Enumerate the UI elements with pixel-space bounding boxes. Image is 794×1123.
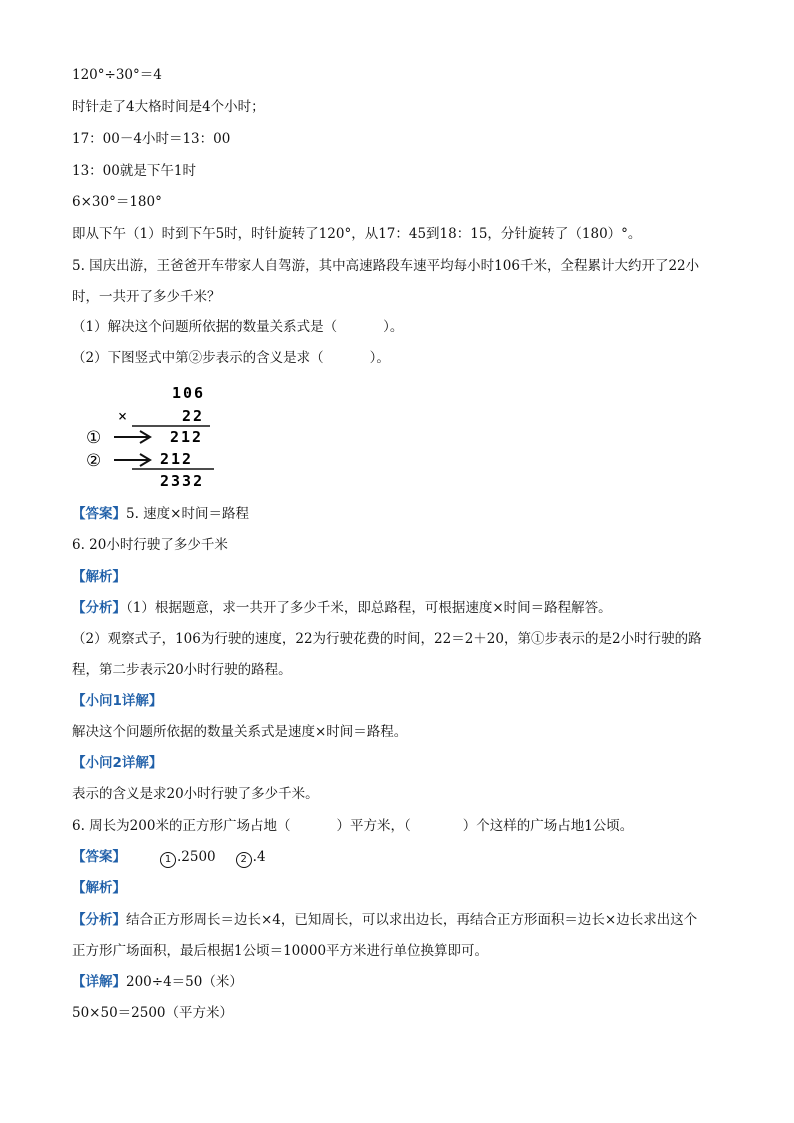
multiplicand: 106: [172, 384, 206, 402]
fenxi-tag: 【分析】: [72, 600, 126, 616]
vertical-multiplication-diagram: [84, 380, 224, 490]
analysis-tag: 【解析】: [72, 880, 126, 896]
fenxi-text: （1）根据题意，求一共开了多少千米，即总路程，可根据速度×时间＝路程解答。: [126, 600, 612, 616]
q6-part-2: ）平方米，（: [336, 818, 411, 834]
sub1-suffix: ）。: [383, 319, 404, 335]
answer-tag: 【答案】: [72, 506, 126, 522]
q6-part-1: 6. 周长为200米的正方形广场占地（: [72, 818, 291, 834]
line-4: 13：00就是下午1时: [72, 163, 196, 179]
detail: [72, 973, 243, 991]
fenxi-tag: 【分析】: [72, 912, 126, 928]
multiplier: 22: [182, 407, 205, 425]
analysis-fenxi-line-2: （2）观察式子，106为行驶的速度，22为行驶花费的时间，22＝2＋20，第①步表示的是2小时行驶的路: [72, 631, 702, 647]
detail-line-2: 50×50＝2500（平方米）: [72, 1005, 234, 1021]
answer-value-1: .2500: [177, 849, 216, 865]
answer-5-line-2: 6. 20小时行驶了多少千米: [72, 537, 228, 553]
answer-number-2: 2: [236, 852, 252, 868]
q6-part-3: ）个这样的广场占地1公顷。: [462, 818, 634, 834]
fenxi-text: 结合正方形周长＝边长×4，已知周长，可以求出边长，再结合正方形面积＝边长×边长求出这个: [126, 912, 698, 928]
question-5-line-1: 5. 国庆出游，王爸爸开车带家人自驾游，其中高速路段车速平均每小时106千米，全程累计大约开了22小: [72, 258, 700, 274]
times-sign: ×: [118, 407, 128, 425]
sub2-suffix: ）。: [369, 350, 390, 366]
sub-question-1-tag: 【小问1详解】: [72, 693, 163, 709]
line-6: 即从下午（1）时到下午5时，时针旋转了120°，从17：45到18：15，分针旋转了（180）°。: [72, 226, 642, 242]
question-5-sub-2: [72, 349, 390, 367]
detail-text: 200÷4＝50（米）: [126, 974, 243, 990]
line-2: 时针走了4大格时间是4个小时；: [72, 99, 265, 115]
question-5-sub-1: [72, 318, 403, 336]
sub2-prefix: （2）下图竖式中第②步表示的含义是求（: [72, 350, 324, 366]
answer-number-1: 1: [160, 852, 176, 868]
product-result: 2332: [160, 472, 205, 490]
analysis-tag: 【解析】: [72, 569, 126, 585]
step-1-marker: ①: [86, 428, 102, 448]
answer-5: [72, 505, 249, 523]
sub-question-1-text: 解决这个问题所依据的数量关系式是速度×时间＝路程。: [72, 724, 408, 740]
line-3: 17：00－4小时＝13：00: [72, 131, 231, 147]
analysis-fenxi-line-2: 正方形广场面积，最后根据1公顷＝10000平方米进行单位换算即可。: [72, 943, 489, 959]
question-6: [72, 817, 633, 835]
answer-value-2: .4: [252, 849, 266, 865]
analysis-fenxi: [72, 599, 612, 617]
analysis-fenxi-line-3: 程，第二步表示20小时行驶的路程。: [72, 662, 292, 678]
sub-question-2-text: 表示的含义是求20小时行驶了多少千米。: [72, 786, 319, 802]
partial-product-2: 212: [160, 450, 194, 468]
answer-6: [72, 848, 266, 868]
step-2-marker: ②: [86, 451, 102, 471]
partial-product-1: 212: [170, 428, 204, 446]
sub-question-2-tag: 【小问2详解】: [72, 755, 163, 771]
answer-text: 5. 速度×时间＝路程: [126, 506, 249, 522]
question-5-line-2: 时，一共开了多少千米？: [72, 289, 221, 305]
detail-tag: 【详解】: [72, 974, 126, 990]
line-1: 120°÷30°＝4: [72, 67, 162, 83]
line-5: 6×30°＝180°: [72, 194, 162, 210]
analysis-fenxi: [72, 911, 697, 929]
answer-tag: 【答案】: [72, 849, 126, 865]
sub1-prefix: （1）解决这个问题所依据的数量关系式是（: [72, 319, 338, 335]
